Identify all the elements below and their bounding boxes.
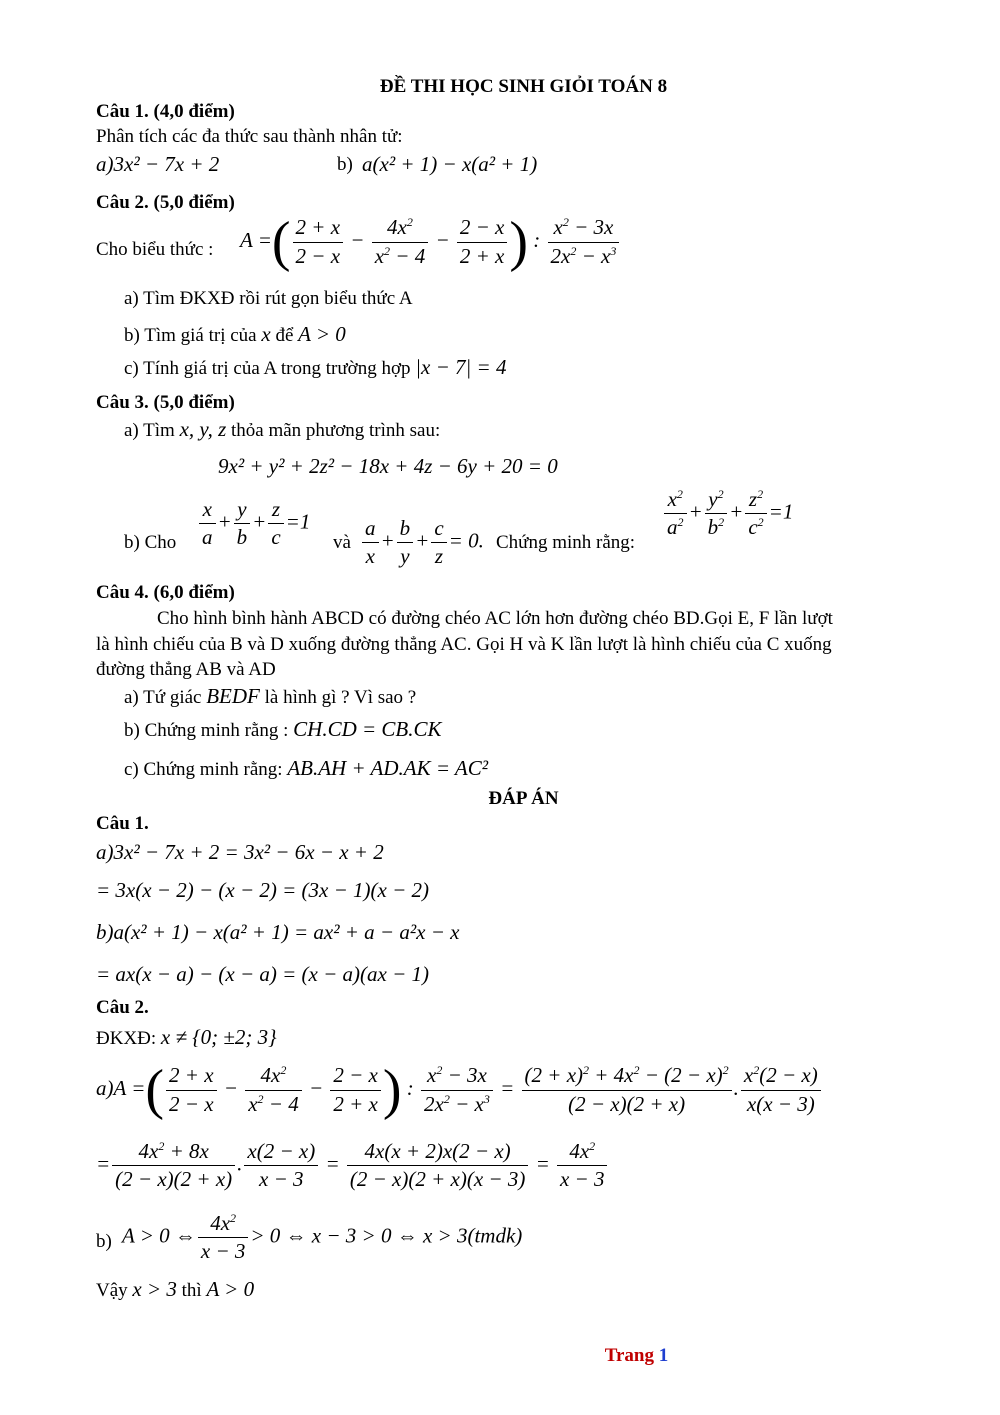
q4-line3: đường thẳng AB và AD — [96, 659, 276, 680]
ans-c2-heading: Câu 2. — [96, 997, 149, 1018]
q4-a — [124, 684, 416, 709]
q1-b: a(x² + 1) − x(a² + 1) — [362, 152, 538, 176]
q4-heading: Câu 4. (6,0 điểm) — [96, 582, 235, 603]
q1-heading: Câu 1. (4,0 điểm) — [96, 101, 235, 122]
q2-b-text: b) Tìm giá trị của — [124, 325, 257, 346]
q2-expression: A =( $\frac{2 + x}{2 - x}$ − $\frac{4x^2}{x^2 - 4}$ − $\frac{2 - x}{2 + x}$ ) : $\frac{x^2 - 3x}{2x^2 - x^3}$ — [240, 214, 621, 270]
q4-line2: là hình chiếu của B và D xuống đường thẳng AC. Gọi H và K lần lượt là hình chiếu của C xuống — [96, 634, 832, 655]
q4-c-math: AB.AH + AD.AK = AC² — [287, 756, 489, 780]
q4-b-math: CH.CD = CB.CK — [293, 717, 442, 741]
ans-c1-heading: Câu 1. — [96, 813, 149, 834]
ans-c2-conclusion-text2: thì — [181, 1280, 202, 1301]
q3-b-label: b) Cho — [124, 532, 177, 553]
q4-b — [124, 717, 442, 742]
q4-c — [124, 756, 488, 781]
q1-b-label: b) — [337, 154, 353, 175]
ans-c2-dk-value: x ≠ {0; ±2; 3} — [160, 1025, 277, 1049]
ans-c2-conclusion-text: Vậy — [96, 1280, 128, 1301]
ans-c2-conclusion — [96, 1277, 254, 1302]
footer-page-number: 1 — [658, 1345, 669, 1366]
page-footer — [0, 1345, 1000, 1367]
q2-a: a) Tìm ĐKXĐ rồi rút gọn biểu thức A — [124, 288, 413, 309]
ans-c2-conclusion-m1: x > 3 — [132, 1277, 177, 1301]
q3-b-goal: $\frac{x^2}{a^2}$ + $\frac{y^2}{b^2}$ + $\frac{z^2}{c^2}$ =1 — [662, 486, 793, 542]
q1-intro: Phân tích các đa thức sau thành nhân tử: — [96, 126, 403, 147]
q3-b-and: và — [333, 532, 351, 553]
q3-b-text: Chứng minh rằng: — [496, 532, 636, 553]
q3-b-cond1: $\frac{x}{a}$ + $\frac{y}{b}$ + $\frac{z}{c}$ =1 — [197, 496, 310, 552]
ans-c2-conclusion-m2: A > 0 — [206, 1277, 255, 1301]
page-title: ĐỀ THI HỌC SINH GIỎI TOÁN 8 — [379, 76, 668, 97]
q2-intro: Cho biểu thức : — [96, 239, 214, 260]
q3-a-vars: x, y, z — [179, 417, 227, 441]
ans-c2-dk-label: ĐKXĐ: — [96, 1028, 157, 1049]
footer-label: Trang — [604, 1345, 654, 1366]
q4-a-shape: BEDF — [206, 684, 260, 708]
q4-a-text2: là hình gì ? Vì sao ? — [264, 687, 417, 708]
q4-line1: Cho hình bình hành ABCD có đường chéo AC lớn hơn đường chéo BD.Gọi E, F lần lượt — [157, 608, 833, 629]
q4-c-text: c) Chứng minh rằng: — [124, 759, 283, 780]
q2-b-math: x — [261, 322, 271, 346]
q4-b-text: b) Chứng minh rằng : — [124, 720, 289, 741]
ans-c1-l1: a)3x² − 7x + 2 = 3x² − 6x − x + 2 — [96, 840, 384, 864]
q3-equation: 9x² + y² + 2z² − 18x + 4z − 6y + 20 = 0 — [218, 454, 558, 478]
q2-c-cond: |x − 7| = 4 — [415, 355, 507, 379]
ans-c2-b-label: b) — [96, 1231, 112, 1252]
q4-a-text: a) Tứ giác — [124, 687, 202, 708]
ans-c2-dk — [96, 1025, 277, 1050]
q2-b-text2: để — [275, 325, 294, 346]
q2-heading: Câu 2. (5,0 điểm) — [96, 192, 235, 213]
q1-a: a)3x² − 7x + 2 — [96, 152, 220, 176]
ans-c2-a-line: a)A =( $\frac{2 + x}{2 - x}$ − $\frac{4x^2}{x^2 - 4}$ − $\frac{2 - x}{2 + x}$ ) : $\frac{x^2 - 3x}{2x^2 - x^3}$ = $\frac{(2 + x)^2 + 4x^2 - (2 - x)^2}{(2 - x)(2 + x)}$ . $\frac{x^2(2 - x)}{x(x - 3)}$ — [96, 1062, 823, 1118]
ans-c1-l2: = 3x(x − 2) − (x − 2) = (3x − 1)(x − 2) — [96, 878, 429, 902]
q2-c-text: c) Tính giá trị của A trong trường hợp — [124, 358, 411, 379]
ans-c2-a-line2: = $\frac{4x^2 + 8x}{(2 - x)(2 + x)}$ . $\frac{x(2 - x)}{x - 3}$ = $\frac{4x(x + 2)x(2 - x)}{(2 - x)(2 + x)(x - 3)}$ = $\frac{4x^2}{x - 3}$ — [96, 1138, 609, 1194]
q3-a — [124, 417, 440, 442]
q3-a-text2: thỏa mãn phương trình sau: — [231, 420, 441, 441]
ans-c2-b-line: A > 0 ⇔ $\frac{4x^2}{x - 3}$ > 0 ⇔ x − 3 > 0 ⇔ x > 3(tmdk) — [122, 1211, 523, 1264]
q2-b — [124, 322, 346, 347]
ans-c1-l4: = ax(x − a) − (x − a) = (x − a)(ax − 1) — [96, 962, 429, 986]
ans-c1-l3: b)a(x² + 1) − x(a² + 1) = ax² + a − a²x − x — [96, 920, 460, 944]
q3-b-cond2: $\frac{a}{x}$ + $\frac{b}{y}$ + $\frac{c}{z}$ = 0. — [360, 515, 484, 571]
q2-b-cond: A > 0 — [298, 322, 346, 346]
q3-a-text: a) Tìm — [124, 420, 175, 441]
q2-c — [124, 355, 506, 380]
q3-heading: Câu 3. (5,0 điểm) — [96, 392, 235, 413]
answer-heading: ĐÁP ÁN — [488, 788, 559, 809]
